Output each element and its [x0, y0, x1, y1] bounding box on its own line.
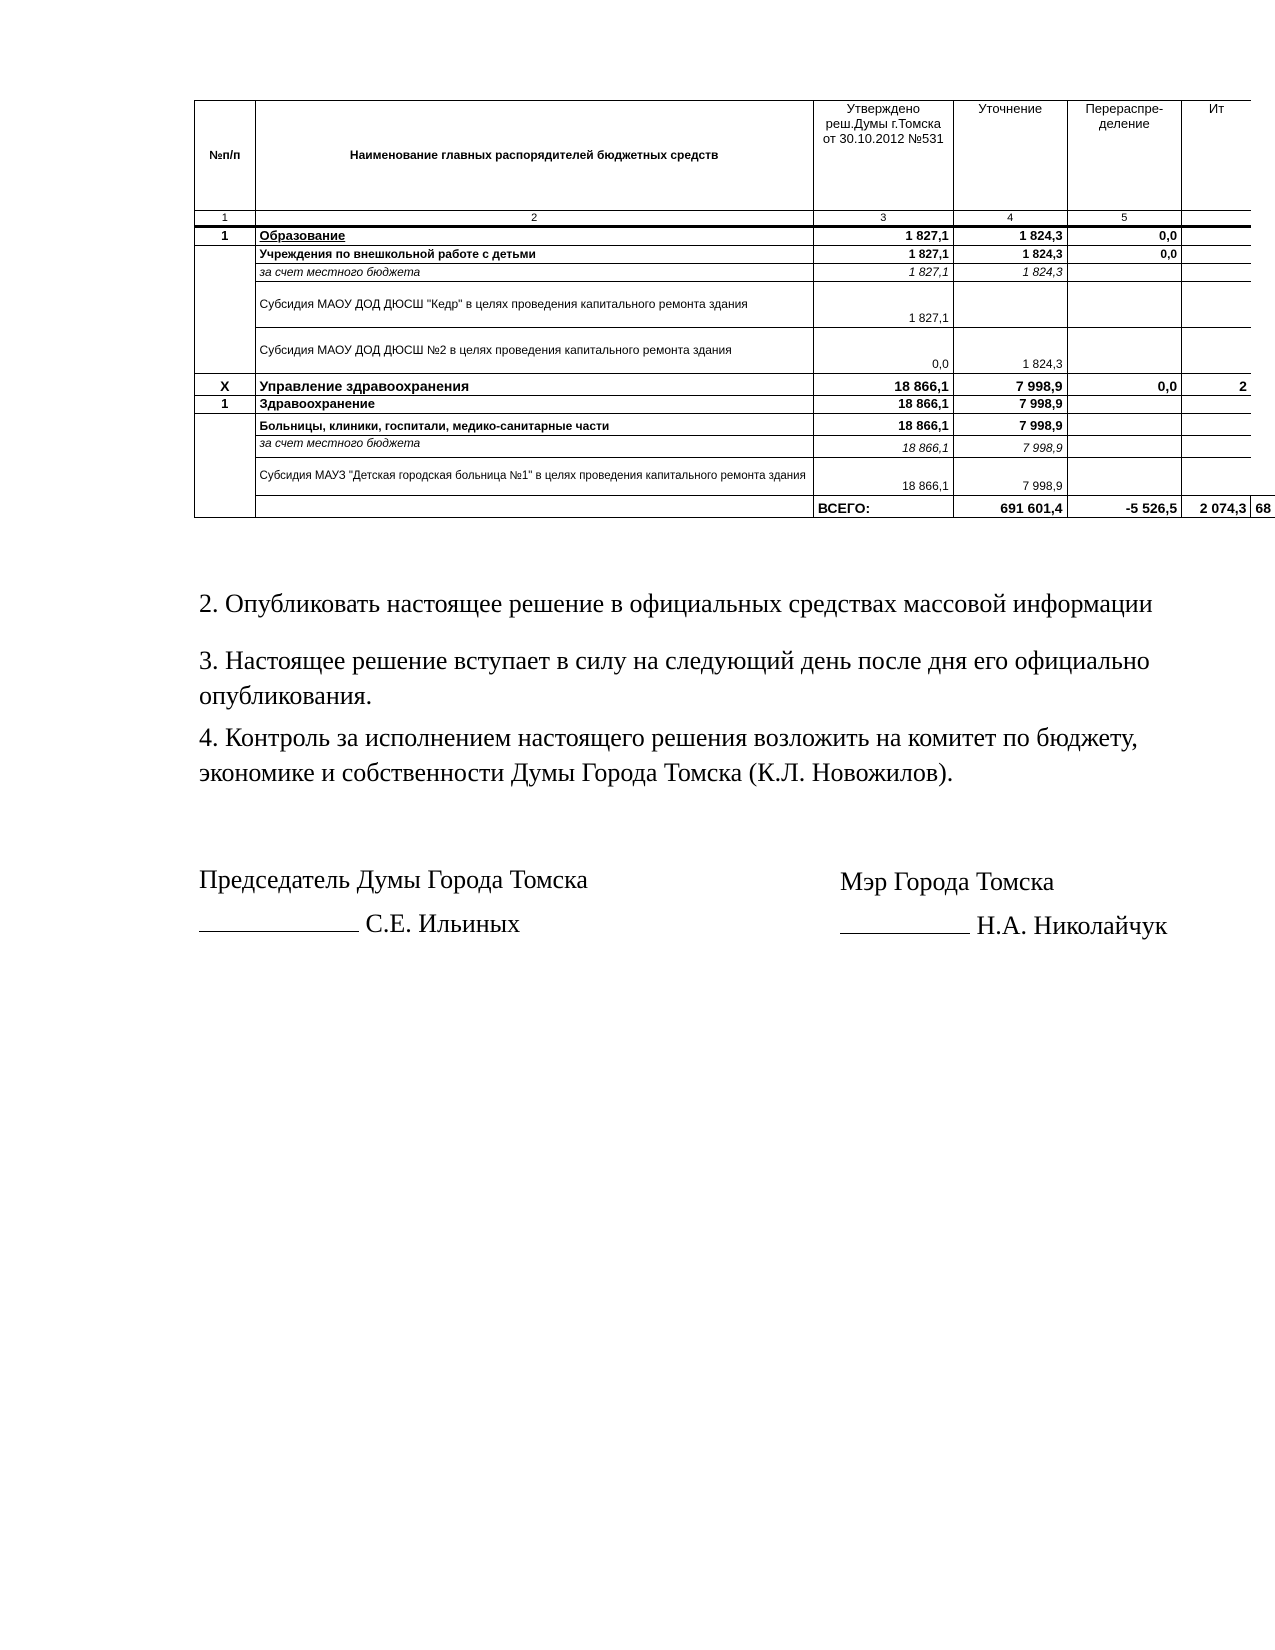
row-redistribution	[1067, 395, 1182, 413]
row-redistribution: 0,0	[1067, 227, 1182, 246]
row-name: Управление здравоохранения	[255, 373, 813, 395]
chairman-name: С.Е. Ильиных	[365, 909, 521, 938]
paragraph-4	[199, 720, 1138, 790]
row-num	[255, 495, 813, 517]
row-name: ВСЕГО:	[813, 495, 953, 517]
row-name: за счет местного бюджета	[255, 263, 813, 281]
table-row	[195, 373, 1275, 395]
row-total	[1182, 245, 1251, 263]
row-redistribution	[1067, 263, 1182, 281]
table-row	[195, 281, 1275, 327]
row-name: Образование	[255, 227, 813, 246]
col-number: 2	[255, 211, 813, 227]
row-total	[1182, 281, 1251, 327]
row-name: Субсидия МАОУ ДОД ДЮСШ №2 в целях проведения капитального ремонта здания	[255, 327, 813, 373]
row-redistribution: 0,0	[1067, 373, 1182, 395]
row-total	[1182, 327, 1251, 373]
row-redistribution: 0,0	[1067, 245, 1182, 263]
table-row	[195, 435, 1275, 457]
row-name: за счет местного бюджета	[255, 435, 813, 457]
row-clarification: 1 824,3	[953, 327, 1067, 373]
row-total	[1182, 413, 1251, 435]
row-total	[1182, 457, 1251, 495]
row-redistribution	[1067, 457, 1182, 495]
row-total	[1182, 263, 1251, 281]
table-row	[195, 457, 1275, 495]
row-clarification: 7 998,9	[953, 413, 1067, 435]
row-name: Субсидия МАУЗ "Детская городская больница №1" в целях проведения капитального ремонта здания	[255, 457, 813, 495]
row-clarification: 7 998,9	[953, 373, 1067, 395]
paragraph-3-line-2: опубликования.	[199, 681, 373, 710]
table-row	[195, 263, 1275, 281]
row-clarification: 1 824,3	[953, 263, 1067, 281]
row-approved: 691 601,4	[953, 495, 1067, 517]
row-redistribution	[1067, 327, 1182, 373]
row-total	[1182, 395, 1251, 413]
row-approved: 1 827,1	[813, 263, 953, 281]
row-redistribution	[1067, 281, 1182, 327]
row-num	[195, 413, 256, 517]
table-row	[195, 227, 1275, 246]
row-num	[195, 245, 256, 373]
row-approved: 18 866,1	[813, 457, 953, 495]
table-total-row	[195, 495, 1275, 517]
paragraph-2-text: 2. Опубликовать настоящее решение в официальных средствах массовой информации	[199, 589, 1153, 618]
col-number: 1	[195, 211, 256, 227]
signature-block-chairman	[199, 858, 588, 946]
row-clarification: 7 998,9	[953, 395, 1067, 413]
mayor-title: Мэр Города Томска	[840, 867, 1055, 896]
row-redistribution	[1067, 413, 1182, 435]
row-clarification: 1 824,3	[953, 227, 1067, 246]
row-clarification: 1 824,3	[953, 245, 1067, 263]
table-row	[195, 327, 1275, 373]
mayor-signature-line	[840, 904, 1167, 948]
signature-blank-line	[840, 909, 970, 934]
paragraph-4-line-1: 4. Контроль за исполнением настоящего решения возложить на комитет по бюджету,	[199, 723, 1138, 752]
row-clarification: 7 998,9	[953, 435, 1067, 457]
header-approved: Утверждено реш.Думы г.Томска от 30.10.2012 №531	[813, 101, 953, 211]
col-number	[1182, 211, 1251, 227]
header-name: Наименование главных распорядителей бюджетных средств	[255, 101, 813, 211]
budget-table	[194, 100, 1275, 518]
row-num: X	[195, 373, 256, 395]
row-approved: 18 866,1	[813, 413, 953, 435]
row-name: Субсидия МАОУ ДОД ДЮСШ "Кедр" в целях проведения капитального ремонта здания	[255, 281, 813, 327]
row-name: Учреждения по внешкольной работе с детьми	[255, 245, 813, 263]
row-clarification: -5 526,5	[1067, 495, 1182, 517]
row-approved: 1 827,1	[813, 245, 953, 263]
row-name: Здравоохранение	[255, 395, 813, 413]
header-clarification: Уточнение	[953, 101, 1067, 211]
signature-block-mayor	[840, 860, 1167, 948]
row-name: Больницы, клиники, госпитали, медико-санитарные части	[255, 413, 813, 435]
header-total: Ит	[1182, 101, 1251, 211]
row-total: 68	[1251, 495, 1275, 517]
row-approved: 1 827,1	[813, 227, 953, 246]
paragraph-3-line-1: 3. Настоящее решение вступает в силу на следующий день после дня его официально	[199, 646, 1150, 675]
table-header-row	[195, 101, 1275, 211]
row-approved: 0,0	[813, 327, 953, 373]
row-redistribution: 2 074,3	[1182, 495, 1251, 517]
row-approved: 18 866,1	[813, 373, 953, 395]
chairman-title: Председатель Думы Города Томска	[199, 865, 588, 894]
header-redistribution: Перераспре-деление	[1067, 101, 1182, 211]
col-number: 3	[813, 211, 953, 227]
row-approved: 18 866,1	[813, 395, 953, 413]
mayor-name: Н.А. Николайчук	[976, 911, 1168, 940]
row-clarification: 7 998,9	[953, 457, 1067, 495]
col-number: 5	[1067, 211, 1182, 227]
col-number: 4	[953, 211, 1067, 227]
column-number-row	[195, 211, 1275, 227]
header-num: №п/п	[195, 101, 256, 211]
chairman-signature-line	[199, 902, 588, 946]
paragraph-4-line-2: экономике и собственности Думы Города Томска (К.Л. Новожилов).	[199, 758, 954, 787]
row-approved: 18 866,1	[813, 435, 953, 457]
row-total	[1182, 435, 1251, 457]
row-approved: 1 827,1	[813, 281, 953, 327]
row-num: 1	[195, 395, 256, 413]
row-clarification	[953, 281, 1067, 327]
paragraph-2	[199, 586, 1153, 621]
row-total	[1182, 227, 1251, 246]
table-row	[195, 395, 1275, 413]
table-row	[195, 413, 1275, 435]
signature-blank-line	[199, 907, 359, 932]
row-total: 2	[1182, 373, 1251, 395]
table-row	[195, 245, 1275, 263]
paragraph-3	[199, 643, 1150, 713]
row-redistribution	[1067, 435, 1182, 457]
row-num: 1	[195, 227, 256, 246]
